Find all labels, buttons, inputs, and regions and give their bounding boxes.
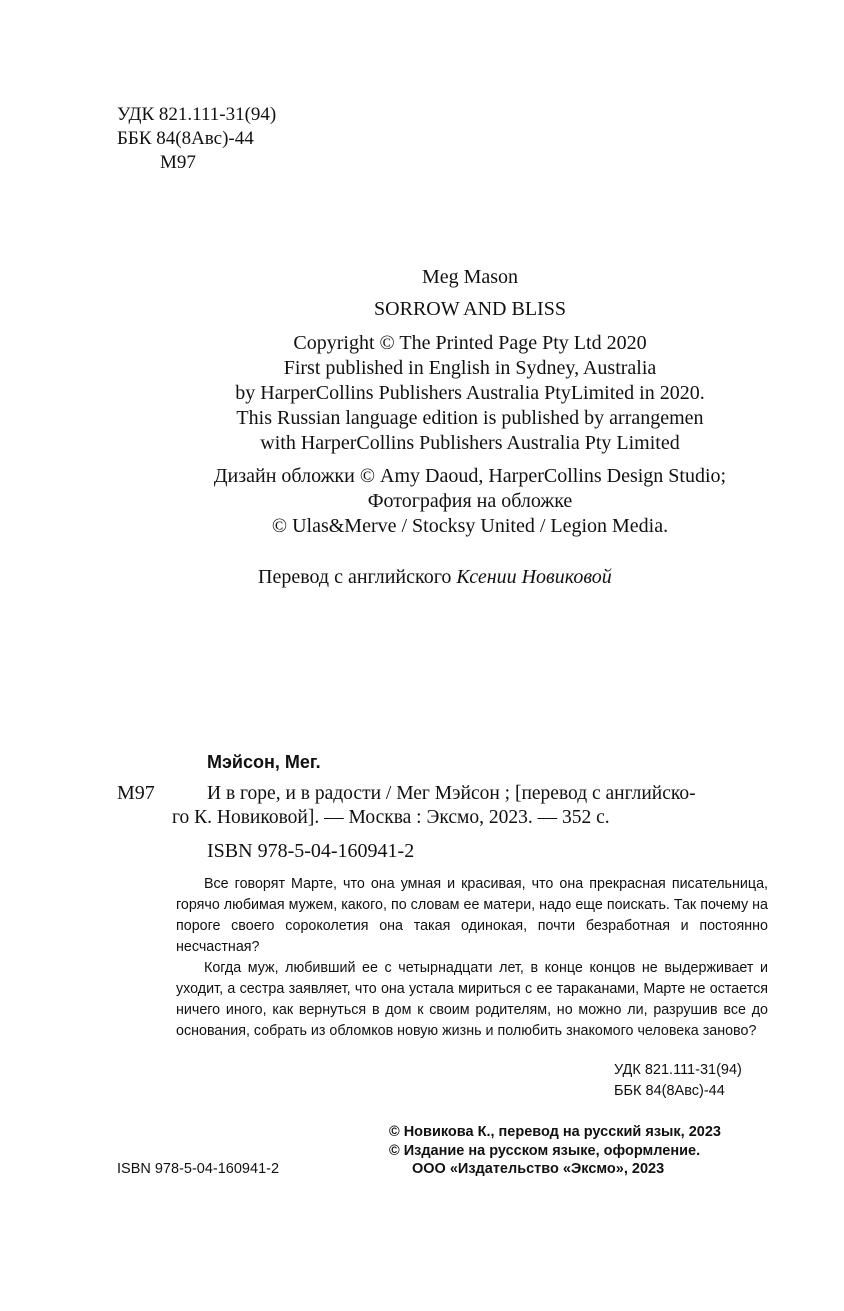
edition-copyright-publisher: ООО «Издательство «Эксмо», 2023 (412, 1161, 665, 1177)
translation-prefix: Перевод с английского (258, 566, 452, 588)
rights-block (170, 331, 770, 456)
annotation-paragraph: Все говорят Марте, что она умная и красивая, что она прекрасная писательница, горячо любимая мужем, какого, по словам ее матери, надо еще поискать. Так почему на пороге своего сороколетия она такая одинокая, почти безработная и постоянно несчастная? (176, 876, 768, 955)
bbk-index: ББК 84(8Авс)-44 (117, 128, 254, 149)
rights-line: Copyright © The Printed Page Pty Ltd 2020 (293, 332, 647, 354)
annotation (176, 874, 768, 1042)
translation-copyright: © Новикова К., перевод на русский язык, 2023 (389, 1124, 721, 1140)
annotation-paragraph: Когда муж, любивший ее с четырнадцати лет, в конце концов не выдерживает и уходит, а сестра заявляет, что она устала мириться с ее тараканами, Марте не остается ничего иного, как вернуться в дом к своим родителям, но можно ли, разрушив все до основания, собрать из обломков новую жизнь и полюбить знакомого человека заново? (176, 960, 768, 1039)
cover-photo-label: Фотография на обложке (367, 490, 573, 512)
rights-line: This Russian language edition is published by arrangemen (236, 407, 704, 429)
catalog-isbn: ISBN 978-5-04-160941-2 (207, 840, 415, 862)
udk-index: УДК 821.111-31(94) (117, 104, 277, 125)
rights-line: by HarperCollins Publishers Australia PtyLimited in 2020. (235, 382, 705, 404)
author-mark: М97 (160, 152, 196, 173)
original-title: SORROW AND BLISS (374, 298, 566, 320)
credits-block (120, 464, 820, 539)
translation-credit (258, 565, 612, 590)
original-author: Meg Mason (421, 266, 519, 288)
footer-isbn: ISBN 978-5-04-160941-2 (117, 1161, 280, 1177)
translator-name: Ксении Новиковой (456, 566, 612, 588)
cover-design-credit: Дизайн обложки © Amy Daoud, HarperCollins Design Studio; (213, 465, 727, 487)
catalog-line-1: И в горе, и в радости / Мег Мэйсон ; [перевод с английско- (207, 783, 696, 804)
catalog-mark: М97 (117, 782, 155, 804)
cover-photo-credit: © Ulas&Merve / Stocksy United / Legion Media. (271, 515, 669, 537)
catalog-heading: Мэйсон, Мег. (207, 752, 321, 772)
catalog-line-2: го К. Новиковой]. — Москва : Эксмо, 2023. — 352 с. (172, 807, 610, 828)
rights-line: First published in English in Sydney, Australia (283, 357, 657, 379)
annotation-udk: УДК 821.111-31(94) (614, 1062, 742, 1078)
rights-line: with HarperCollins Publishers Australia Pty Limited (260, 432, 680, 454)
edition-copyright: © Издание на русском языке, оформление. (389, 1143, 701, 1159)
annotation-bbk: ББК 84(8Авс)-44 (614, 1083, 725, 1099)
